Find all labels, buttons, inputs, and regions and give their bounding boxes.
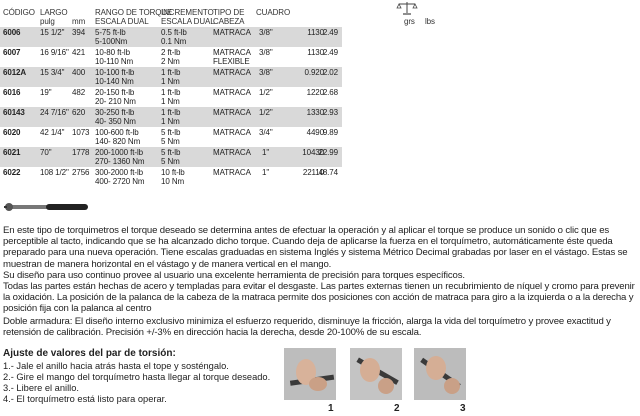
row-inc-nm: 1 Nm	[161, 97, 180, 106]
row-code: 6016	[3, 88, 21, 97]
row-range-ftlb: 10-80 ft-lb	[95, 48, 130, 57]
row-lbs: 2.49	[322, 28, 338, 37]
row-grs: 1130	[307, 28, 324, 37]
row-pulg: 42 1/4"	[40, 128, 65, 137]
header-rango: RANGO DE TORQUE	[95, 8, 173, 17]
description-paragraph: Su diseño para uso continuo provee al usuario una excelente herramienta de precisión para torques específicos.	[3, 270, 465, 281]
row-pulg: 15 1/2"	[40, 28, 65, 37]
row-inc-nm: 0.1 Nm	[161, 37, 187, 46]
row-lbs: 2.02	[322, 68, 338, 77]
row-drive: 1/2"	[259, 88, 273, 97]
row-inc-nm: 1 Nm	[161, 117, 180, 126]
steps-title: Ajuste de valores del par de torsión:	[3, 348, 176, 359]
row-pulg: 108 1/2"	[40, 168, 69, 177]
row-drive: 3/4"	[259, 128, 273, 137]
row-head-type-2: FLEXIBLE	[213, 57, 250, 66]
instruction-photo	[350, 348, 402, 400]
row-grs: 1330	[306, 108, 324, 117]
row-range-ftlb: 100-600 ft-lb	[95, 128, 139, 137]
row-mm: 421	[72, 48, 86, 57]
hand-wrench-photo-icon	[414, 348, 466, 400]
row-range-nm: 400- 2720 Nm	[95, 177, 145, 186]
photo-label: 1	[328, 403, 334, 414]
row-head-type: MATRACA	[213, 28, 251, 37]
row-mm: 394	[72, 28, 86, 37]
row-head-type: MATRACA	[213, 168, 251, 177]
row-mm: 1073	[72, 128, 90, 137]
row-grs: 10430	[302, 148, 324, 157]
row-head-type: MATRACA	[213, 128, 251, 137]
row-code: 60143	[3, 108, 25, 117]
description-paragraph: Doble armadura: El diseño interno exclusivo minimiza el esfuerzo requerido, disminuye la fricción, alarga la vida del torquímetro y provee exactitud y retensión de calibración. Precisión +/-3% en dirección hacia la derecha, desde 20-100% de su escala.	[3, 316, 611, 339]
table-row	[0, 167, 342, 187]
row-lbs: 48.74	[318, 168, 338, 177]
row-code: 6012A	[3, 68, 27, 77]
row-drive: 1/2"	[259, 108, 273, 117]
step-item: 1.- Jale el anillo hacia atrás hasta el tope y sosténgalo.	[3, 361, 229, 371]
row-pulg: 70"	[40, 148, 52, 157]
table-row	[0, 67, 342, 87]
row-inc-nm: 10 Nm	[161, 177, 185, 186]
row-code: 6006	[3, 28, 21, 37]
row-head-type: MATRACA	[213, 148, 251, 157]
row-range-nm: 10-110 Nm	[95, 57, 134, 66]
row-lbs: 9.89	[322, 128, 338, 137]
header-lbs: lbs	[425, 17, 435, 26]
header-mm: mm	[72, 17, 86, 26]
row-range-nm: 5-100Nm	[95, 37, 128, 46]
row-inc-ftlb: 10 ft-lb	[161, 168, 185, 177]
row-grs: 22110	[302, 168, 324, 177]
row-drive: 1"	[262, 148, 270, 157]
row-lbs: 2.49	[322, 48, 338, 57]
row-code: 6020	[3, 128, 21, 137]
row-mm: 1778	[72, 148, 90, 157]
header-cuadro: CUADRO	[256, 8, 291, 17]
row-inc-ftlb: 1 ft-lb	[161, 108, 181, 117]
row-inc-ftlb: 2 ft-lb	[161, 48, 181, 57]
photo-label: 2	[394, 403, 400, 414]
row-range-ftlb: 200-1000 ft-lb	[95, 148, 143, 157]
row-mm: 620	[72, 108, 86, 117]
hand-wrench-photo-icon	[350, 348, 402, 400]
row-head-type: MATRACA	[213, 68, 251, 77]
row-range-ftlb: 20-150 ft-lb	[95, 88, 135, 97]
step-item: 4.- El torquímetro está listo para operar.	[3, 394, 167, 404]
header-rango-escala: ESCALA DUAL	[95, 17, 149, 26]
row-inc-nm: 1 Nm	[161, 77, 180, 86]
row-mm: 482	[72, 88, 86, 97]
description-paragraph: En este tipo de torquimetros el torque deseado se determina antes de efectuar la operación y al aplicar el torque se produce un sonido o clic que es perceptible al tacto, indicando que se ha alcanzado dicho torque. Cuando deja de aplicarse la fuerza en el torquímetro, automáticamente éste queda preparado para una nueva operación. Tiene escalas graduadas en sistema Inglés y sistema Métrico Decimal grabadas por laser en el vástago. Estas se muestran de manera horizontal en el vástago y de manera vertical en el mango.	[3, 225, 628, 270]
table-row	[0, 107, 342, 127]
row-range-nm: 140- 820 Nm	[95, 137, 141, 146]
step-item: 2.- Gire el mango del torquímetro hasta llegar al torque deseado.	[3, 372, 271, 382]
row-inc-ftlb: 5 ft-lb	[161, 128, 181, 137]
row-grs: 0.920	[304, 68, 324, 77]
row-inc-ftlb: 1 ft-lb	[161, 68, 181, 77]
instruction-photo	[284, 348, 336, 400]
row-head-type: MATRACA	[213, 48, 251, 57]
hand-wrench-photo-icon	[284, 348, 336, 400]
header-largo: LARGO	[40, 8, 68, 17]
row-range-nm: 20- 210 Nm	[95, 97, 136, 106]
row-inc-nm: 5 Nm	[161, 137, 180, 146]
description-paragraph: Todas las partes están hechas de acero y templadas para evitar el desgaste. Las partes externas tienen un recubrimiento de níquel y cromo para prevenir la oxidación. La posición de la palanca de la cabeza de la matraca permite dos posiciones con acción de matraca para giro a la izquierda o a la derecha y posición fija con la palanca al centro	[3, 281, 635, 315]
row-range-ftlb: 300-2000 ft-lb	[95, 168, 143, 177]
row-range-nm: 10-140 Nm	[95, 77, 134, 86]
row-lbs: 2.68	[322, 88, 338, 97]
row-drive: 3/8"	[259, 68, 273, 77]
header-incremento-escala: ESCALA DUAL	[161, 17, 215, 26]
row-head-type: MATRACA	[213, 88, 251, 97]
header-tipo: TIPO DE	[213, 8, 245, 17]
table-row	[0, 87, 342, 107]
row-mm: 2756	[72, 168, 90, 177]
row-range-ftlb: 10-100 ft-lb	[95, 68, 135, 77]
torque-wrench-image	[4, 200, 90, 214]
row-range-nm: 270- 1360 Nm	[95, 157, 145, 166]
row-drive: 3/8"	[259, 48, 273, 57]
row-pulg: 19"	[40, 88, 52, 97]
row-code: 6021	[3, 148, 21, 157]
table-row	[0, 147, 342, 167]
step-item: 3.- Libere el anillo.	[3, 383, 79, 393]
row-drive: 1"	[262, 168, 270, 177]
row-grs: 1130	[307, 48, 324, 57]
balance-scale-icon	[396, 1, 418, 15]
row-pulg: 15 3/4"	[40, 68, 65, 77]
table-row	[0, 127, 342, 147]
row-inc-nm: 2 Nm	[161, 57, 180, 66]
row-mm: 400	[72, 68, 86, 77]
photo-label: 3	[460, 403, 466, 414]
header-grs: grs	[404, 17, 415, 26]
header-codigo: CÓDIGO	[3, 8, 35, 17]
row-inc-nm: 5 Nm	[161, 157, 180, 166]
row-range-ftlb: 5-75 ft-lb	[95, 28, 126, 37]
header-pulg: pulg	[40, 17, 55, 26]
header-cabeza: CABEZA	[213, 17, 245, 26]
header-incremento: INCREMENTO	[161, 8, 214, 17]
row-inc-ftlb: 1 ft-lb	[161, 88, 181, 97]
row-grs: 1220	[306, 88, 324, 97]
row-head-type: MATRACA	[213, 108, 251, 117]
row-inc-ftlb: 5 ft-lb	[161, 148, 181, 157]
row-pulg: 24 7/16"	[40, 108, 69, 117]
table-row	[0, 47, 342, 67]
row-range-nm: 40- 350 Nm	[95, 117, 136, 126]
row-lbs: 22.99	[318, 148, 338, 157]
row-code: 6007	[3, 48, 21, 57]
row-code: 6022	[3, 168, 21, 177]
row-grs: 4490	[306, 128, 324, 137]
row-range-ftlb: 30-250 ft-lb	[95, 108, 135, 117]
row-pulg: 16 9/16"	[40, 48, 69, 57]
instruction-photo	[414, 348, 466, 400]
row-inc-ftlb: 0.5 ft-lb	[161, 28, 187, 37]
row-lbs: 2.93	[322, 108, 338, 117]
row-drive: 3/8"	[259, 28, 273, 37]
table-row	[0, 27, 342, 47]
